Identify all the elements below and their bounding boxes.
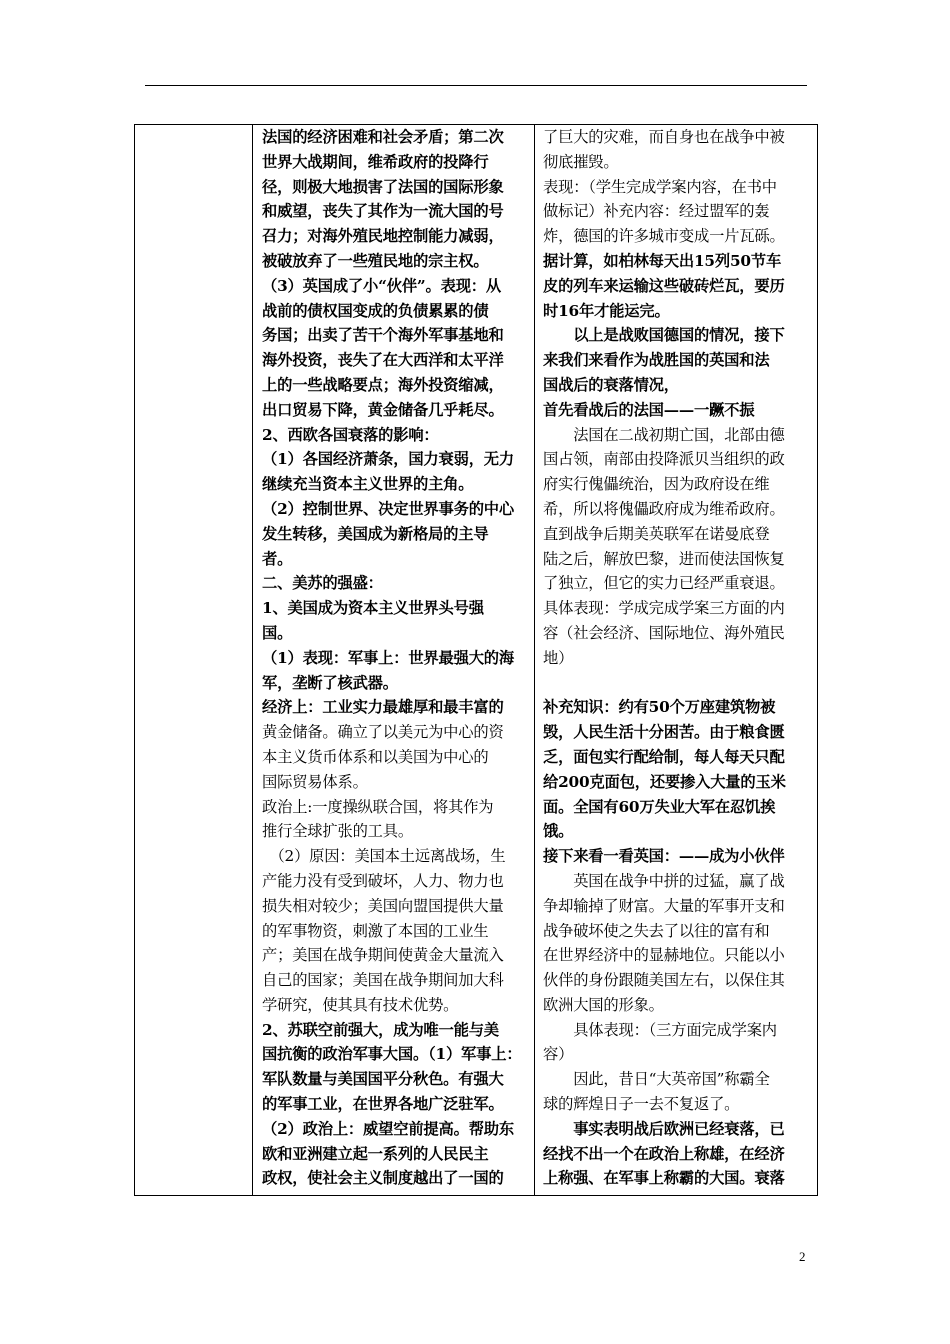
text-line: 推行全球扩张的工具。 — [262, 822, 413, 841]
text-line: 炸，德国的许多城市变成一片瓦砾。 — [543, 227, 785, 246]
text-line: 面。全国有60万失业大军在忍饥挨 — [543, 797, 776, 816]
text-line: 希，所以将傀儡政府成为维希政府。 — [543, 499, 785, 518]
text-line: 伙伴的身份跟随美国左右，以保住其 — [543, 971, 785, 990]
text-line: （2）政治上：威望空前提高。帮助东 — [262, 1119, 514, 1138]
text-line: 国战后的衰落情况， — [543, 375, 679, 394]
text-line: 产；美国在战争期间使黄金大量流入 — [262, 946, 504, 965]
text-line: 战争破坏使之失去了以往的富有和 — [543, 921, 770, 940]
text-line: 补充知识：约有50个万座建筑物被 — [543, 698, 776, 717]
text-line: 英国在战争中拼的过猛，赢了战 — [543, 871, 785, 890]
text-line: 在世界经济中的显赫地位。只能以小 — [543, 946, 785, 965]
text-line: 欧和亚洲建立起一系列的人民民主 — [262, 1144, 489, 1163]
text-line: 陆之后，解放巴黎，进而使法国恢复 — [543, 549, 785, 568]
text-line: 召力；对海外殖民地控制能力减弱， — [262, 227, 504, 246]
text-line: 的军事工业，在世界各地广泛驻军。 — [262, 1095, 504, 1114]
text-line: 容） — [543, 1045, 574, 1064]
text-line: 首先看战后的法国——一蹶不振 — [543, 400, 755, 419]
text-line: 黄金储备。确立了以美元为中心的资 — [262, 723, 504, 742]
text-line: 法国在二战初期亡国，北部由德 — [543, 425, 785, 444]
text-line: 上称强、在军事上称霸的大国。衰落 — [543, 1169, 785, 1188]
text-line: 战前的债权国变成的负债累累的债 — [262, 301, 489, 320]
text-line: 损失相对较少；美国向盟国提供大量 — [262, 896, 504, 915]
text-line: 事实表明战后欧洲已经衰落，已 — [543, 1119, 785, 1138]
text-line: 据计算，如柏林每天出15列50节车 — [543, 251, 782, 270]
teaching-process-text — [535, 125, 817, 1195]
text-line: 饿。 — [543, 822, 574, 841]
text-line: 地） — [543, 648, 574, 667]
text-line: 争却输掉了财富。大量的军事开支和 — [543, 896, 785, 915]
text-line: 政权，使社会主义制度越出了一国的 — [262, 1169, 504, 1188]
text-line: 府实行傀儡统治，因为政府设在维 — [543, 475, 770, 494]
text-line: 国占领，南部由投降派贝当组织的政 — [543, 450, 785, 469]
text-line: 者。 — [262, 549, 293, 568]
text-line: 学研究，使其具有技术优势。 — [262, 995, 459, 1014]
text-line: 国际贸易体系。 — [262, 772, 368, 791]
text-line: （3）英国成了小“伙伴”。表现：从 — [262, 276, 501, 295]
knowledge-points-text — [253, 125, 534, 1195]
header-rule — [145, 85, 807, 86]
text-line: （1）表现：军事上：世界最强大的海 — [262, 648, 514, 667]
text-line: 和威望，丧失了其作为一流大国的号 — [262, 202, 504, 221]
text-line: 具体表现：（三方面完成学案内 — [543, 1020, 777, 1039]
text-line: （1）各国经济萧条，国力衰弱，无力 — [262, 450, 514, 469]
text-line: 国抗衡的政治军事大国。（1）军事上： — [262, 1045, 522, 1064]
lesson-table — [134, 124, 818, 1196]
text-line: 的军事物资，刺激了本国的工业生 — [262, 921, 489, 940]
text-line: 本主义货币体系和以美国为中心的 — [262, 747, 489, 766]
text-line: 法国的经济困难和社会矛盾；第二次 — [262, 128, 504, 146]
text-line: 产能力没有受到破坏，人力、物力也 — [262, 871, 504, 890]
text-line: 毁，人民生活十分困苦。由于粮食匮 — [543, 723, 785, 742]
text-line: 海外投资，丧失了在大西洋和太平洋 — [262, 351, 504, 370]
text-line: 上的一些战略要点；海外投资缩减， — [262, 375, 504, 394]
teaching-process-cell — [535, 125, 818, 1196]
text-line: 具体表现：学成完成学案三方面的内 — [543, 599, 785, 618]
text-line: 政治上:一度操纵联合国，将其作为 — [262, 797, 494, 816]
text-line: 皮的列车来运输这些破砖烂瓦，要历 — [543, 276, 785, 295]
text-line: 因此，昔日“大英帝国”称霸全 — [543, 1070, 770, 1089]
text-line: 径，则极大地损害了法国的国际形象 — [262, 177, 504, 196]
text-line: （2）原因：美国本土远离战场，生 — [262, 847, 506, 866]
text-line: （2）控制世界、决定世界事务的中心 — [262, 499, 514, 518]
text-line: 2、苏联空前强大，成为唯一能与美 — [262, 1020, 499, 1039]
text-line: 来我们来看作为战胜国的英国和法 — [543, 351, 770, 370]
text-line: 彻底摧毁。 — [543, 152, 619, 171]
text-line: 务国；出卖了苦干个海外军事基地和 — [262, 326, 504, 345]
text-line: 接下来看一看英国：——成为小伙伴 — [543, 847, 785, 866]
text-line: 给200克面包，还要掺入大量的玉米 — [543, 772, 786, 791]
text-line: 被破放弃了一些殖民地的宗主权。 — [262, 251, 489, 270]
text-line: 自己的国家；美国在战争期间加大科 — [262, 971, 504, 990]
left-empty-cell — [135, 125, 253, 1196]
text-line: 军队数量与美国国平分秋色。有强大 — [262, 1070, 504, 1089]
text-line: 军，垄断了核武器。 — [262, 673, 398, 692]
table-row — [135, 125, 818, 1196]
text-line: 二、美苏的强盛： — [262, 574, 383, 593]
text-line: 世界大战期间，维希政府的投降行 — [262, 152, 489, 171]
text-line: 继续充当资本主义世界的主角。 — [262, 475, 474, 494]
text-line: 发生转移，美国成为新格局的主导 — [262, 524, 489, 543]
text-line: 容（社会经济、国际地位、海外殖民 — [543, 623, 785, 642]
text-line — [535, 671, 817, 696]
text-line: 2、西欧各国衰落的影响： — [262, 425, 439, 444]
text-line: 以上是战败国德国的情况，接下 — [543, 326, 785, 345]
text-line: 做标记）补充内容：经过盟军的轰 — [543, 202, 770, 221]
text-line: 了独立，但它的实力已经严重衰退。 — [543, 574, 785, 593]
text-line: 经找不出一个在政治上称雄，在经济 — [543, 1144, 785, 1163]
text-line: 1、美国成为资本主义世界头号强 — [262, 599, 484, 618]
text-line: 时16年才能运完。 — [543, 301, 670, 320]
text-line: 经济上：工业实力最雄厚和最丰富的 — [262, 698, 504, 717]
knowledge-points-cell — [253, 125, 535, 1196]
text-line: 球的辉煌日子一去不复返了。 — [543, 1095, 740, 1114]
text-line: 乏，面包实行配给制，每人每天只配 — [543, 747, 785, 766]
text-line: 国。 — [262, 623, 293, 642]
page-number: 2 — [799, 1249, 806, 1264]
text-line: 表现：（学生完成学案内容，在书中 — [543, 177, 777, 196]
text-line: 了巨大的灾难，而自身也在战争中被 — [543, 128, 785, 146]
text-line: 欧洲大国的形象。 — [543, 995, 664, 1014]
text-line: 出口贸易下降，黄金储备几乎耗尽。 — [262, 400, 504, 419]
text-line: 直到战争后期美英联军在诺曼底登 — [543, 524, 770, 543]
